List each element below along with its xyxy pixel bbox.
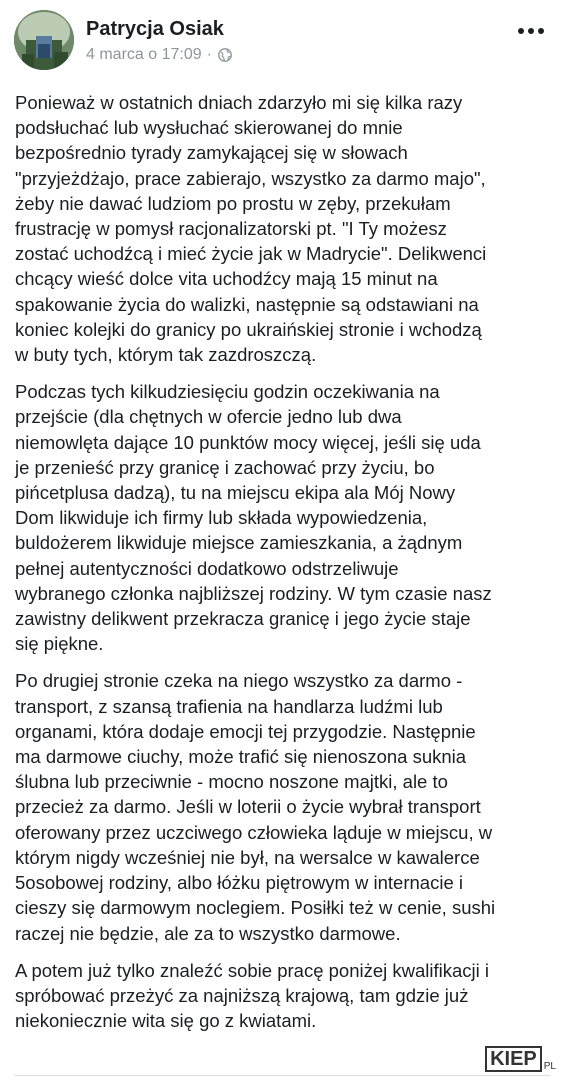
text-line: Dom likwiduje ich firmy lub składa wypowiedzenia, — [15, 507, 428, 529]
text-line: chcący wieść dolce vita uchodźcy mają 15 minut na — [15, 268, 438, 290]
text-line: je przenieść przy granicę i zachować przy życiu, bo — [15, 456, 435, 478]
more-options-icon[interactable] — [518, 26, 544, 36]
text-line: się piękne. — [15, 633, 104, 655]
watermark-logo: KIEP — [485, 1046, 542, 1072]
text-line: ma darmowe ciuchy, może trafić się nienoszona suknia — [15, 746, 467, 768]
text-line: transport, z szansą trafienia na handlarza ludźmi lub — [15, 695, 443, 717]
text-line: w buty tych, którym tak zazdroszczą. — [15, 344, 317, 366]
text-line: niekoniecznie wita się go z kwiatami. — [15, 1010, 317, 1032]
text-line: wybranego członka najbliższej rodziny. W tym czasie nasz — [15, 582, 492, 604]
text-line: organami, która dodaje emocji tej przygodzie. Następnie — [15, 720, 476, 742]
post-body — [15, 90, 552, 1045]
text-line: przecież za darmo. Jeśli w loterii o życie wybrał transport — [15, 796, 481, 818]
text-line: cieszy się darmowym noclegiem. Posiłki też w cenie, sushi — [15, 897, 496, 919]
post-meta — [86, 46, 232, 64]
meta-separator: · — [206, 46, 212, 63]
text-line: przejście (dla chętnych w ofercie jedno lub dwa — [15, 406, 402, 428]
text-line: A potem już tylko znaleźć sobie pracę poniżej kwalifikacji i — [15, 959, 490, 981]
watermark-suffix: PL — [543, 1061, 556, 1072]
post-paragraph-1 — [15, 90, 552, 367]
avatar[interactable] — [14, 10, 74, 70]
post-timestamp[interactable]: 4 marca o 17:09 — [86, 46, 202, 63]
text-line: koniec kolejki do granicy po ukraińskiej stronie i wchodzą — [15, 318, 482, 340]
site-watermark — [485, 1046, 556, 1072]
dot — [528, 28, 534, 34]
text-line: Ponieważ w ostatnich dniach zdarzyło mi się kilka razy — [15, 92, 463, 113]
text-line: spróbować przeżyć za najniższą krajową, tam gdzie już — [15, 984, 469, 1006]
text-line: Podczas tych kilkudziesięciu godzin oczekiwania na — [15, 381, 440, 403]
text-line: pińcetplusa dadzą), tu na miejscu ekipa ala Mój Nowy — [15, 482, 456, 504]
text-line: ślubna lub przeciwnie - mocno noszone majtki, ale to — [15, 771, 448, 793]
dot — [518, 28, 524, 34]
post-paragraph-4 — [15, 958, 552, 1034]
text-line: bezpośrednio tyrady zamykającej się w słowach — [15, 142, 408, 164]
text-line: Po drugiej stronie czeka na niego wszystko za darmo - — [15, 670, 463, 692]
text-line: oferowany przez uczciwego człowieka ląduje w miejscu, w — [15, 821, 493, 843]
divider — [14, 1075, 550, 1076]
post-paragraph-2 — [15, 379, 552, 656]
text-line: podsłuchać lub wysłuchać skierowanej do mnie — [15, 117, 403, 139]
author-name[interactable]: Patrycja Osiak — [86, 18, 224, 40]
post-paragraph-3 — [15, 668, 552, 945]
post-header — [14, 10, 550, 72]
text-line: niemowlęta dające 10 punktów mocy więcej, jeśli się uda — [15, 431, 481, 453]
text-line: pełnej autentyczności dodatkowo odstrzeliwuje — [15, 557, 399, 579]
text-line: buldożerem likwiduje miejsce zamieszkania, a żądnym — [15, 532, 463, 554]
avatar-image — [14, 10, 74, 70]
text-line: raczej nie będzie, ale za to wszystko darmowe. — [15, 922, 401, 944]
text-line: którym nigdy wcześniej nie był, na wersalce w kawalerce — [15, 846, 480, 868]
text-line: żeby nie dawać ludziom po prostu w zęby, przekułam — [15, 192, 451, 214]
text-line: zostać uchodźcą i mieć życie jak w Madrycie". Delikwenci — [15, 243, 487, 265]
text-line: frustrację w pomysł racjonalizatorski pt. "I Ty możesz — [15, 218, 447, 240]
text-line: zawistny delikwent przekracza granicę i jego życie staje — [15, 608, 471, 630]
dot — [538, 28, 544, 34]
text-line: 5osobowej rodziny, albo łóżku piętrowym w internacie i — [15, 872, 463, 894]
text-line: "przyjeżdżajo, prace zabierajo, wszystko za darmo majo", — [15, 167, 486, 189]
text-line: spakowanie życia do walizki, następnie są odstawiani na — [15, 293, 479, 315]
globe-icon[interactable] — [218, 48, 232, 62]
